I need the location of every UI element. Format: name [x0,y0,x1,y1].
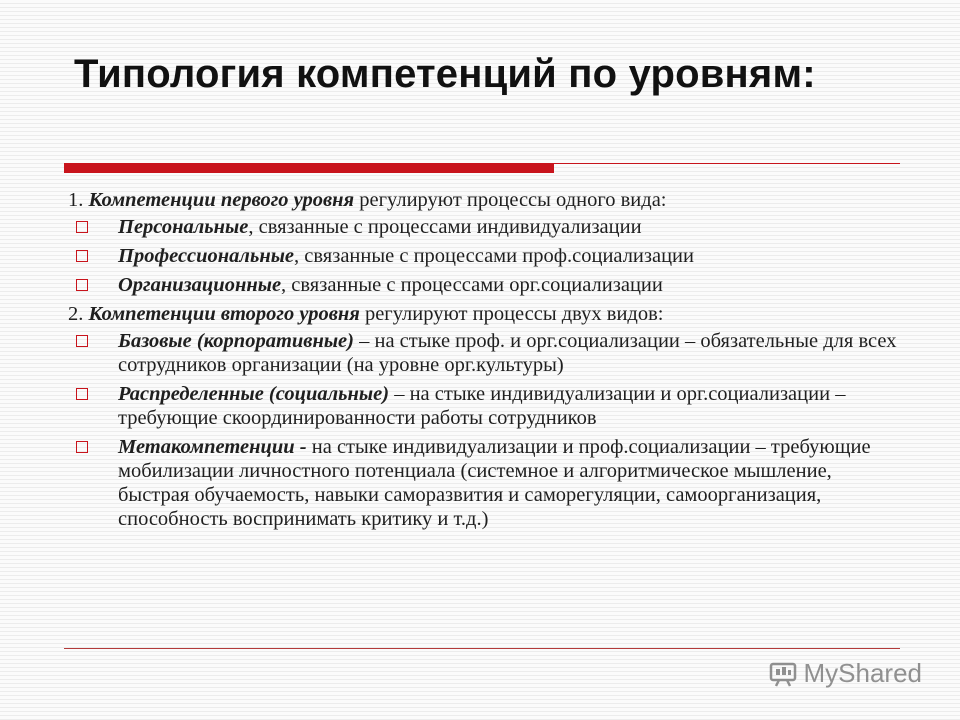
title-underline-thin [554,163,900,164]
item-term: Базовые (корпоративные) [118,330,354,352]
myshared-logo-icon [768,658,798,688]
level-2-number: 2. [68,303,89,325]
list-item [68,215,898,239]
square-bullet-icon [76,335,88,347]
watermark [768,657,923,689]
item-text: – на стыке проф. и орг.социализации – обязательные для всех сотрудников организации (на уровне орг.культуры) [118,330,897,376]
list-item [68,244,898,268]
list-item [68,382,898,430]
item-term: Распределенные (социальные) [118,383,390,405]
level-2-term: Компетенции второго уровня [88,303,360,325]
item-text: , связанные с процессами индивидуализации [248,216,642,238]
list-item [68,273,898,297]
level-1-rest: регулируют процессы одного вида: [354,189,667,211]
list-item [68,329,898,377]
item-text: на стыке индивидуализации и проф.социализации – требующие мобилизации личностного потенциала (системное и алгоритмическое мышление, быстрая обучаемость, навыки саморазвития и саморегуляции, самоорганизация, способность воспринимать критику и т.д.) [118,436,871,530]
item-text: , связанные с процессами орг.социализации [281,274,663,296]
item-term: Метакомпетенции - [118,436,307,458]
level-2-heading [68,302,898,326]
slide-title: Типология компетенций по уровням: [74,52,816,96]
item-text: – на стыке индивидуализации и орг.социализации – требующие скоординированности работы сотрудников [118,383,846,429]
title-underline-accent [64,163,554,173]
square-bullet-icon [76,221,88,233]
square-bullet-icon [76,388,88,400]
list-item [68,435,898,531]
level-1-term: Компетенции первого уровня [88,189,355,211]
item-term: Персональные [118,216,249,238]
level-1-number: 1. [68,189,89,211]
item-term: Организационные [118,274,282,296]
footer-rule [64,648,900,649]
level-2-rest: регулируют процессы двух видов: [359,303,664,325]
level-1-heading [68,188,898,212]
item-term: Профессиональные [118,245,295,267]
square-bullet-icon [76,250,88,262]
watermark-text: MyShared [803,657,922,688]
square-bullet-icon [76,279,88,291]
slide-content [68,186,898,536]
square-bullet-icon [76,441,88,453]
item-text: , связанные с процессами проф.социализации [294,245,695,267]
